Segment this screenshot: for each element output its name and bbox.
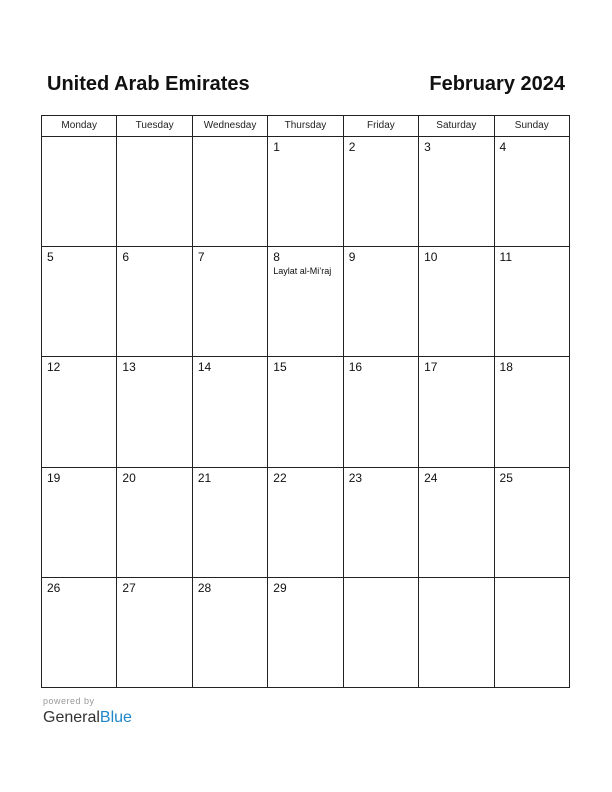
weekday-saturday: Saturday (419, 116, 494, 136)
day-cell (42, 578, 117, 687)
day-number: 10 (424, 250, 438, 265)
brand-logo[interactable] (43, 708, 132, 728)
day-cell (495, 468, 569, 577)
footer-branding (43, 696, 132, 728)
day-cell (419, 578, 494, 687)
day-cell (268, 357, 343, 466)
weekday-sunday: Sunday (514, 120, 549, 131)
day-cell (268, 247, 343, 356)
day-cell (193, 137, 268, 246)
day-number: 2 (348, 140, 356, 154)
day-cell (495, 357, 569, 466)
week-row (42, 357, 569, 467)
weekday-thursday: Thursday (268, 116, 343, 136)
week-row (42, 468, 569, 578)
day-number: 8 (273, 250, 280, 265)
powered-by-text: powered by (43, 696, 95, 706)
day-cell (42, 357, 117, 466)
day-cell (117, 137, 192, 246)
day-cell (42, 137, 117, 246)
day-cell (193, 247, 268, 356)
weeks-container (42, 137, 569, 687)
day-number: 22 (273, 470, 287, 485)
day-number: 18 (499, 360, 513, 375)
day-cell (419, 357, 494, 466)
day-number: 19 (47, 470, 61, 485)
day-cell (117, 357, 192, 466)
day-cell (42, 468, 117, 577)
weekday-tuesday: Tuesday (117, 116, 192, 136)
holiday-label: Laylat al-Mi’raj (273, 266, 332, 277)
day-cell (495, 247, 569, 356)
day-cell (344, 357, 419, 466)
day-number: 15 (273, 360, 287, 375)
day-cell (268, 137, 343, 246)
day-cell (419, 247, 494, 356)
day-number: 21 (197, 470, 212, 485)
day-number: 26 (47, 580, 61, 595)
weekday-header-row (42, 116, 569, 137)
week-row (42, 137, 569, 247)
day-cell (419, 468, 494, 577)
weekday-monday: Monday (42, 116, 117, 136)
country-title: United Arab Emirates (47, 73, 250, 95)
week-row (42, 247, 569, 357)
day-number: 12 (47, 360, 61, 375)
day-cell (344, 578, 419, 687)
day-number: 27 (122, 580, 136, 595)
day-cell (419, 137, 494, 246)
day-number: 6 (122, 250, 130, 265)
brand-blue-text: Blue (99, 709, 132, 726)
day-number: 3 (424, 140, 431, 154)
day-number: 5 (47, 250, 54, 265)
day-number: 13 (122, 360, 136, 375)
calendar-grid (41, 115, 570, 688)
day-number: 23 (348, 470, 363, 485)
day-cell (268, 578, 343, 687)
day-cell (495, 137, 569, 246)
day-number: 7 (197, 250, 205, 265)
day-cell (193, 357, 268, 466)
day-cell (193, 468, 268, 577)
weekday-wednesday: Wednesday (193, 116, 268, 136)
day-cell (344, 137, 419, 246)
day-number: 25 (499, 470, 513, 485)
brand-general-text: General (43, 709, 100, 726)
day-number: 11 (499, 250, 512, 265)
day-cell (117, 578, 192, 687)
day-number: 14 (197, 360, 212, 375)
day-cell (117, 247, 192, 356)
weekday-friday: Friday (344, 116, 419, 136)
day-cell (344, 247, 419, 356)
day-cell (193, 578, 268, 687)
day-cell (117, 468, 192, 577)
day-cell (42, 247, 117, 356)
day-number: 24 (424, 470, 438, 485)
day-number: 4 (499, 140, 507, 154)
day-cell (268, 468, 343, 577)
day-number: 1 (273, 140, 280, 154)
day-number: 29 (273, 580, 287, 595)
day-number: 16 (348, 360, 363, 375)
day-number: 20 (122, 470, 136, 485)
day-number: 28 (197, 580, 212, 595)
day-number: 9 (348, 250, 356, 265)
day-cell (344, 468, 419, 577)
week-row (42, 578, 569, 687)
month-year-title: February 2024 (429, 73, 565, 95)
day-cell (495, 578, 569, 687)
day-number: 17 (424, 360, 438, 375)
